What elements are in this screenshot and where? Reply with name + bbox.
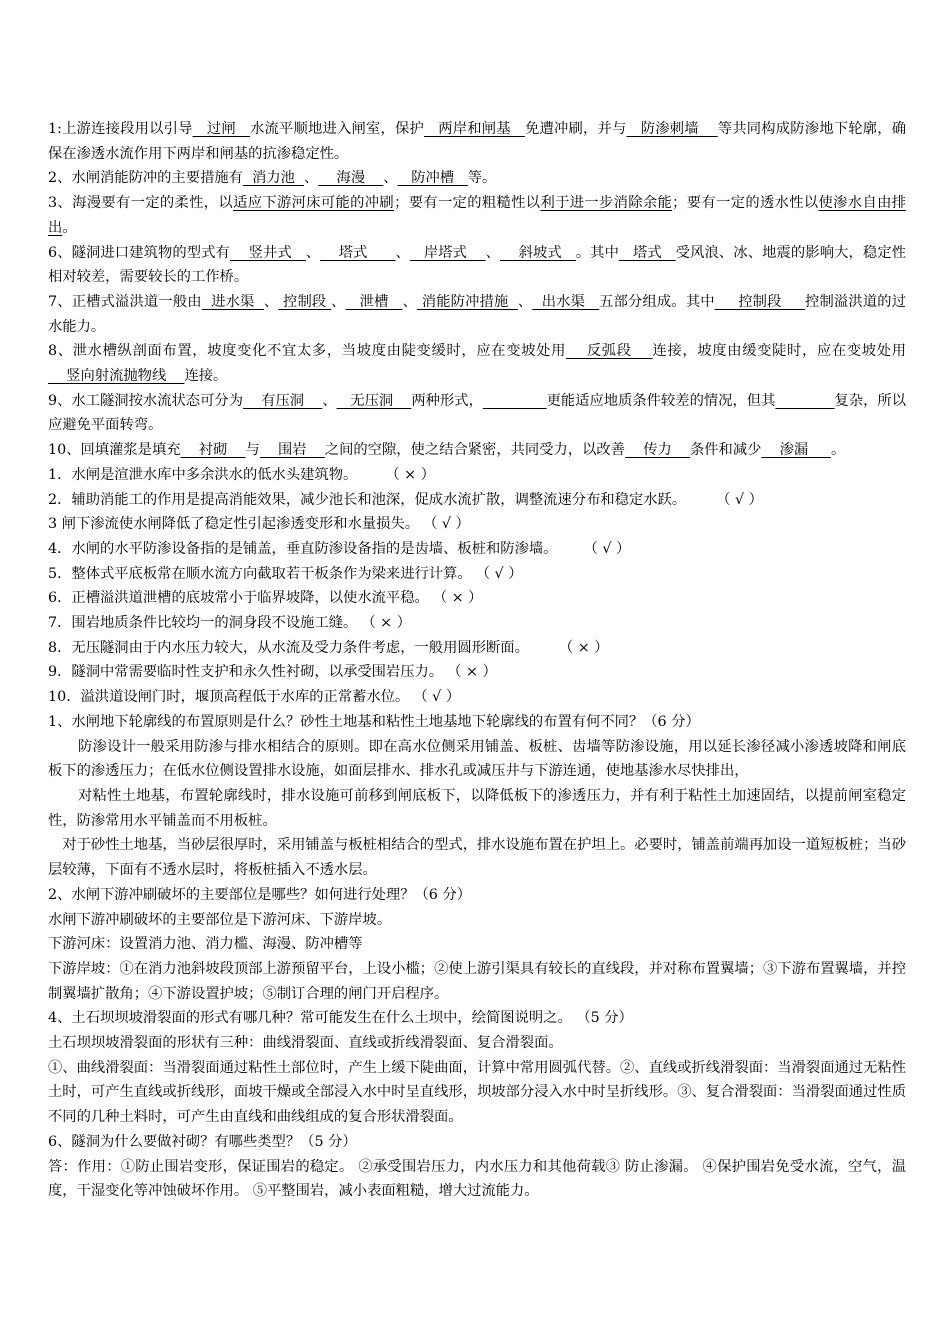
fill-question-8: 8、泄水槽纵剖面布置，坡度变化不宜太多，当坡度由陡变缓时，应在变坡处用 反弧段 连接，坡度由缓变陡时，应在变坡处用 竖向射流抛物线 连接。 (48, 343, 907, 385)
fill-question-6: 6、隧洞进口建筑物的型式有 竖井式 、 塔式 、 岸塔式 、 斜坡式 。其中 塔式 受风浪、冰、地震的影响大，稳定性相对较差，需要较长的工作桥。 (48, 244, 907, 286)
fill-blank: 竖井式 (230, 244, 306, 261)
judge-mark: （ √ ） (583, 540, 631, 557)
answer-paragraph: 水闸下游冲刷破坏的主要部位是下游河床、下游岸坡。 (48, 911, 392, 928)
answer-paragraph: 对于砂性土地基，当砂层很厚时，采用铺盖与板桩相结合的型式，排水设施布置在护坦上。必要时，铺盖前端再加设一道短板桩；当砂层较薄，下面有不透水层时，将板桩插入不透水层。 (48, 837, 906, 879)
fill-blank: 利于进一步消除余能 (540, 195, 673, 212)
judge-item: 5．整体式平底板常在顺水流方向截取若干板条作为梁来进行计算。 （ √ ） (48, 562, 906, 587)
answer-paragraph: 土石坝坝坡滑裂面的形状有三种：曲线滑裂面、直线或折线滑裂面、复合滑裂面。 (48, 1035, 563, 1052)
fill-question-7: 7、正槽式溢洪道一般由 进水渠 、 控制段 、 泄槽 、 消能防冲措施 、 出水渠 五部分组成。其中 控制段 控制溢洪道的过水能力。 (48, 293, 907, 335)
judge-mark: （ √ ） (475, 565, 523, 582)
fill-blank: 出水渠 (532, 293, 600, 310)
judge-mark: （ √ ） (716, 491, 763, 508)
fill-question-3: 3、海漫要有一定的柔性，以适应下游河床可能的冲刷；要有一定的粗糙性以利于进一步消除余能；要有一定的透水性以使渗水自由排出。 (48, 195, 907, 236)
short-question-6: 6、隧洞为什么要做衬砌？有哪些类型？（5 分） (48, 1133, 357, 1150)
fill-blank: 控制段 (278, 293, 332, 310)
judge-mark: （ × ） (385, 466, 436, 483)
short-question-2: 2、水闸下游冲刷破坏的主要部位是哪些？如何进行处理？（6 分） (48, 886, 472, 903)
answer-paragraph: 对粘性土地基，布置轮廓线时，排水设施可前移到闸底板下，以降低板下的渗透压力，并有利于粘性土加速固结，以提前闸室稳定性，防渗常用水平铺盖而不用板桩。 (48, 787, 906, 829)
fill-question-2: 2、水闸消能防冲的主要措施有 消力池 、 海漫 、 防冲槽 等。 (48, 170, 497, 187)
judge-mark: （ √ ） (413, 689, 461, 706)
judge-item: 10．溢洪道设闸门时，堰顶高程低于水库的正常蓄水位。 （ √ ） (48, 685, 906, 710)
fill-blank: 无压洞 (336, 392, 412, 409)
fill-blank: 使渗水自由排出 (48, 195, 907, 236)
document-page (48, 117, 906, 1204)
fill-blank: 有压洞 (243, 392, 323, 409)
fill-blank: 两岸和闸基 (424, 121, 526, 137)
answer-paragraph: 下游岸坡：①在消力池斜坡段顶部上游预留平台，上设小槛；②使上游引渠具有较长的直线段，并对称布置翼墙；③下游布置翼墙，并控制翼墙扩散角；④下游设置护坡；⑤制订合理的闸门开启程序。 (48, 960, 906, 1002)
judge-mark: （ √ ） (423, 516, 470, 533)
fill-blank: 围岩 (259, 442, 325, 459)
judge-item: 4．水闸的水平防渗设备指的是铺盖，垂直防渗设备指的是齿墙、板桩和防渗墙。 （ √ ） (48, 537, 906, 562)
fill-blank: 泄槽 (345, 293, 403, 310)
fill-blank: 渗漏 (761, 442, 831, 459)
fill-blank: 海漫 (318, 170, 384, 187)
fill-blank: 防冲槽 (397, 170, 468, 187)
fill-blank: 消能防冲措施 (417, 293, 518, 310)
fill-question-1: 1:上游连接段用以引导 过闸 水流平顺地进入闸室，保护 两岸和闸基 免遭冲刷，并与 防渗刺墙 等共同构成防渗地下轮廓，确保在渗透水流作用下两岸和闸基的抗渗稳定性。 (48, 121, 906, 162)
fill-blank: 竖向射流抛物线 (48, 368, 185, 385)
judge-item: 8．无压隧洞由于内水压力较大，从水流及受力条件考虑，一般用圆形断面。 （ × ） (48, 636, 906, 661)
fill-blank (483, 393, 547, 409)
fill-blank: 进水渠 (201, 293, 264, 310)
judge-mark: （ × ） (447, 664, 497, 681)
answer-paragraph: 下游河床：设置消力池、消力槛、海漫、防冲槽等 (48, 936, 363, 953)
fill-blank: 反弧段 (566, 343, 653, 360)
answer-paragraph: 防渗设计一般采用防渗与排水相结合的原则。即在高水位侧采用铺盖、板桩、齿墙等防渗设施，用以延长渗径减小渗透坡降和闸底板下的渗透压力；在低水位侧设置排水设施，如面层排水、排水孔或减压井与下游连通，使地基渗水尽快排出， (48, 738, 906, 780)
judge-mark: （ × ） (432, 590, 483, 607)
fill-blank: 塔式 (320, 244, 396, 261)
judge-item: 1．水闸是渲泄水库中多余洪水的低水头建筑物。 （ × ） (48, 463, 906, 488)
fill-blank: 塔式 (619, 244, 676, 261)
fill-blank: 岸塔式 (409, 244, 486, 261)
judge-item: 2．辅助消能工的作用是提高消能效果，减少池长和池深，促成水流扩散，调整流速分布和稳定水跃。 （ √ ） (48, 488, 906, 513)
fill-question-10: 10、回填灌浆是填充 衬砌 与 围岩 之间的空隙，使之结合紧密，共同受力，以改善 传力 条件和减少 渗漏 。 (48, 442, 846, 459)
judge-item: 6．正槽溢洪道泄槽的底坡常小于临界坡降，以使水流平稳。 （ × ） (48, 586, 906, 611)
fill-blank: 衬砌 (180, 442, 246, 459)
fill-blank: 控制段 (714, 293, 806, 310)
answer-paragraph: 答：作用：①防止围岩变形，保证围岩的稳定。 ②承受围岩压力，内水压力和其他荷载③ 防止渗漏。 ④保护围岩免受水流，空气，温度，干湿变化等冲蚀破坏作用。 ⑤平整围岩，减小表面粗糙，增大过流能力。 (48, 1158, 906, 1200)
judge-item: 9．隧洞中常需要临时性支护和永久性衬砌，以承受围岩压力。 （ × ） (48, 660, 906, 685)
judge-mark: （ × ） (558, 639, 609, 656)
fill-question-9: 9、水工隧洞按水流状态可分为 有压洞 、 无压洞 两种形式， 更能适应地质条件较差的情况，但其 复杂，所以应避免平面转弯。 (48, 392, 907, 434)
fill-blank: 传力 (625, 442, 690, 459)
judge-item: 3 闸下渗流使水闸降低了稳定性引起渗透变形和水量损失。 （ √ ） (48, 512, 906, 537)
fill-blank (775, 393, 834, 409)
fill-blank: 防渗刺墙 (626, 121, 718, 137)
answer-paragraph: ①、曲线滑裂面：当滑裂面通过粘性土部位时，产生上缓下陡曲面，计算中常用圆弧代替。②、直线或折线滑裂面：当滑裂面通过无粘性土时，可产生直线或折线形，面坡干燥或全部浸入水中时呈直线形，坝坡部分浸入水中时呈折线形。③、复合滑裂面：当滑裂面通过性质不同的几种土料时，可产生由直线和曲线组成的复合形状滑裂面。 (48, 1059, 906, 1126)
fill-blank: 斜坡式 (500, 244, 576, 261)
judge-item: 7．围岩地质条件比较均一的洞身段不设施工缝。 （ × ） (48, 611, 906, 636)
judge-mark: （ × ） (361, 615, 412, 632)
fill-blank: 消力池 (242, 170, 305, 187)
fill-blank: 过闸 (192, 121, 251, 137)
short-question-4: 4、土石坝坝坡滑裂面的形式有哪几种？常可能发生在什么土坝中，绘简图说明之。 （5 分） (48, 1010, 633, 1027)
fill-blank: 适应下游河床可能的冲刷 (233, 195, 395, 212)
short-question-1: 1、水闸地下轮廓线的布置原则是什么？砂性土地基和粘性土地基地下轮廓线的布置有何不同？（6 分） (48, 713, 700, 730)
